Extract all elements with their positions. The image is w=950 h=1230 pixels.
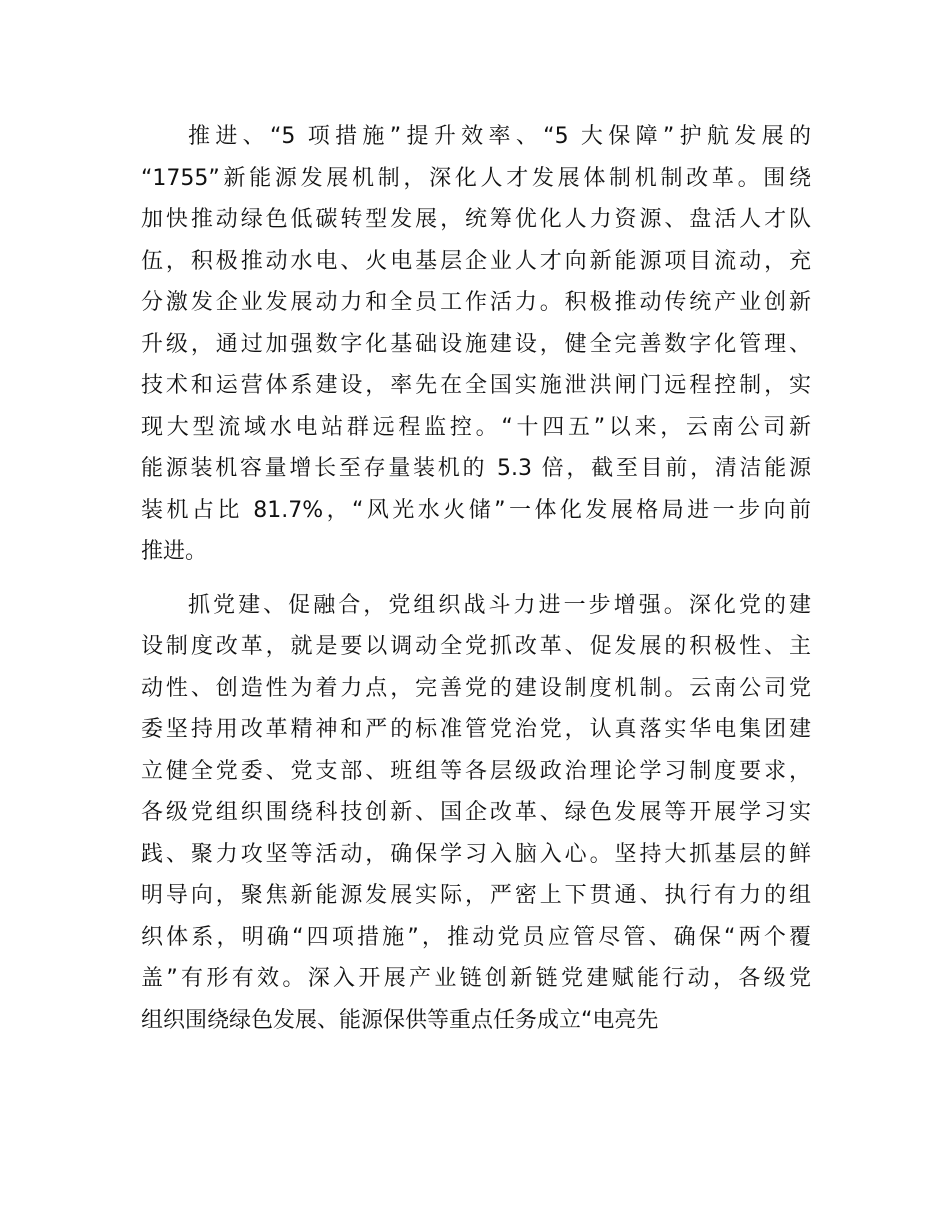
paragraph-spacing	[141, 573, 811, 585]
paragraph-line: 推进。	[141, 539, 208, 564]
paragraph-line: 分激发企业发展动力和全员工作活力。积极推动传统产业创新	[141, 290, 811, 315]
paragraph-line: 各级党组织围绕科技创新、国企改革、绿色发展等开展学习实	[141, 800, 811, 825]
paragraph-line: 加快推动绿色低碳转型发展，统筹优化人力资源、盘活人才队	[141, 207, 811, 232]
paragraph-line: 明导向，聚焦新能源发展实际，严密上下贯通、执行有力的组	[141, 883, 811, 908]
paragraph-line: “1755”新能源发展机制，深化人才发展体制机制改革。围绕	[141, 165, 811, 191]
paragraph-1	[141, 116, 811, 573]
paragraph-line: 践、聚力攻坚等活动，确保学习入脑入心。坚持大抓基层的鲜	[141, 841, 811, 867]
paragraph-line: 能源装机容量增长至存量装机的 5.3 倍，截至目前，清洁能源	[141, 456, 811, 481]
document-body	[141, 116, 811, 1041]
paragraph-line: 盖”有形有效。深入开展产业链创新链党建赋能行动，各级党	[141, 966, 811, 991]
paragraph-line: 织体系，明确“四项措施”，推动党员应管尽管、确保“两个覆	[141, 924, 811, 950]
paragraph-line: 推进、“5 项措施”提升效率、“5 大保障”护航发展的	[188, 124, 811, 149]
paragraph-line: 组织围绕绿色发展、能源保供等重点任务成立“电亮先	[141, 1007, 659, 1033]
paragraph-line: 技术和运营体系建设，率先在全国实施泄洪闸门远程控制，实	[141, 373, 811, 398]
paragraph-line: 立健全党委、党支部、班组等各层级政治理论学习制度要求，	[141, 758, 811, 784]
paragraph-line: 委坚持用改革精神和严的标准管党治党，认真落实华电集团建	[141, 717, 811, 742]
paragraph-line: 伍，积极推动水电、火电基层企业人才向新能源项目流动，充	[141, 248, 811, 274]
paragraph-line: 升级，通过加强数字化基础设施建设，健全完善数字化管理、	[141, 331, 811, 357]
paragraph-line: 抓党建、促融合，党组织战斗力进一步增强。深化党的建	[188, 592, 811, 618]
paragraph-line: 设制度改革，就是要以调动全党抓改革、促发展的积极性、主	[141, 634, 811, 659]
paragraph-line: 动性、创造性为着力点，完善党的建设制度机制。云南公司党	[141, 675, 811, 701]
paragraph-line: 现大型流域水电站群远程监控。“十四五”以来，云南公司新	[141, 414, 811, 440]
paragraph-2	[141, 585, 811, 1042]
paragraph-line: 装机占比 81.7%，“风光水火储”一体化发展格局进一步向前	[141, 497, 811, 523]
